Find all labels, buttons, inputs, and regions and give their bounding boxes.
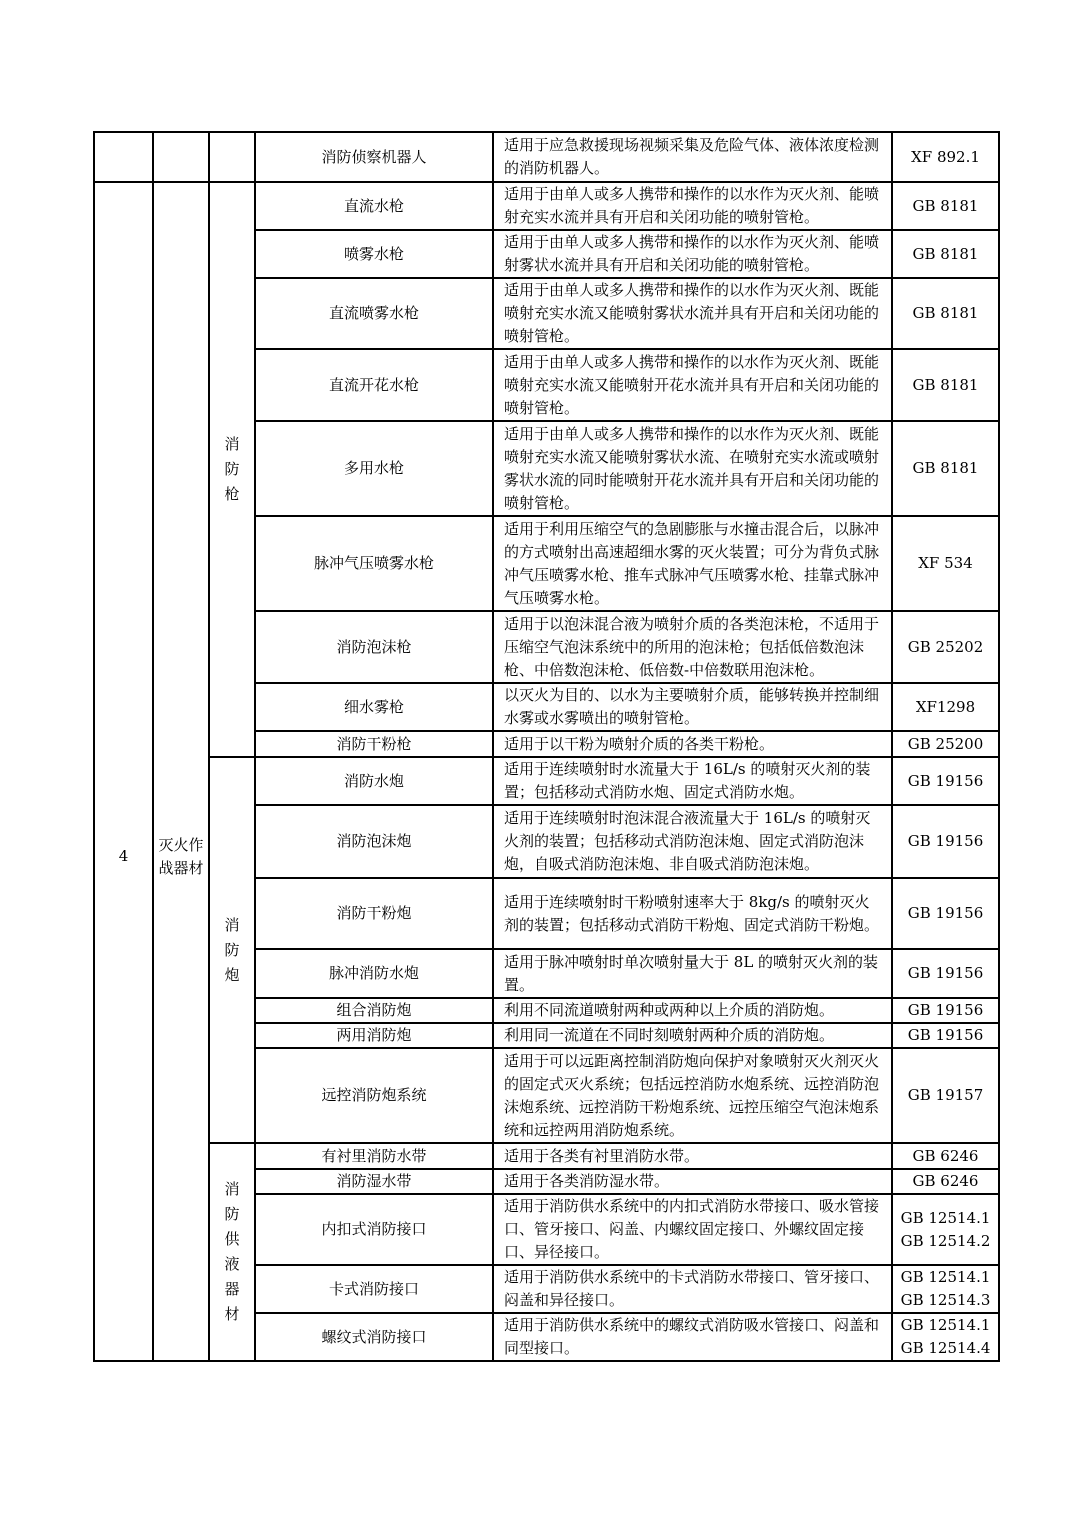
product-name: 喷雾水枪 xyxy=(255,230,493,278)
subcategory-label: 消防炮 xyxy=(224,915,240,984)
standard-code xyxy=(892,949,999,998)
product-description: 适用于脉冲喷射时单次喷射量大于 8L 的喷射灭火剂的装置。 xyxy=(493,949,892,998)
product-name: 组合消防炮 xyxy=(255,998,493,1023)
standard-line: GB 8181 xyxy=(912,244,979,263)
subcategory-cell xyxy=(209,132,255,182)
table-body xyxy=(94,132,999,1361)
standard-line: GB 8181 xyxy=(912,304,979,322)
product-description: 适用于由单人或多人携带和操作的以水作为灭火剂、能喷射雾状水流并具有开启和关闭功能的喷射管枪。 xyxy=(493,230,892,278)
product-description: 适用于由单人或多人携带和操作的以水作为灭火剂、既能喷射充实水流又能喷射雾状水流、在喷射充实水流或喷射雾状水流的同时能喷射开花水流并具有开启和关闭功能的喷射管枪。 xyxy=(493,421,892,516)
product-name: 有衬里消防水带 xyxy=(255,1143,493,1169)
standard-code xyxy=(892,182,999,230)
standard-code xyxy=(892,230,999,278)
standard-line: GB 12514.1 xyxy=(900,1268,991,1286)
product-name: 消防水炮 xyxy=(255,757,493,805)
product-name: 消防泡沫炮 xyxy=(255,805,493,878)
standard-line: GB 19156 xyxy=(907,964,984,982)
product-description: 适用于消防供水系统中的内扣式消防水带接口、吸水管接口、管牙接口、闷盖、内螺纹固定接口、外螺纹固定接口、异径接口。 xyxy=(493,1194,892,1265)
product-name: 脉冲气压喷雾水枪 xyxy=(255,516,493,611)
category-cell xyxy=(153,132,209,182)
product-name: 消防侦察机器人 xyxy=(255,132,493,182)
subcategory-cell xyxy=(209,757,255,1143)
standard-code xyxy=(892,278,999,349)
product-name: 直流水枪 xyxy=(255,182,493,230)
standard-line: XF1298 xyxy=(915,697,976,716)
standard-code xyxy=(892,1194,999,1265)
standard-code xyxy=(892,805,999,878)
product-name: 远控消防炮系统 xyxy=(255,1048,493,1143)
standard-line: GB 19156 xyxy=(907,771,984,790)
standard-code xyxy=(892,1169,999,1194)
table-row xyxy=(94,757,999,805)
standard-code xyxy=(892,1143,999,1169)
table-row xyxy=(94,182,999,230)
standard-line: GB 19156 xyxy=(907,1001,984,1019)
standard-line: GB 8181 xyxy=(912,375,979,394)
subcategory-label: 消防枪 xyxy=(224,435,240,503)
standard-line: GB 8181 xyxy=(912,196,979,215)
standard-line: GB 19156 xyxy=(907,832,984,850)
product-description: 适用于连续喷射时泡沫混合液流量大于 16L/s 的喷射灭火剂的装置；包括移动式消防泡沫炮、固定式消防泡沫炮，自吸式消防泡沫炮、非自吸式消防泡沫炮。 xyxy=(493,805,892,878)
standard-line: XF 892.1 xyxy=(911,147,980,166)
standards-table xyxy=(93,131,1000,1362)
standard-code xyxy=(892,516,999,611)
row-number: 4 xyxy=(94,182,153,1361)
product-description: 适用于可以远距离控制消防炮向保护对象喷射灭火剂灭火的固定式灭火系统；包括远控消防水炮系统、远控消防泡沫炮系统、远控消防干粉炮系统、远控压缩空气泡沫炮系统和远控两用消防炮系统。 xyxy=(493,1048,892,1143)
product-description: 适用于由单人或多人携带和操作的以水作为灭火剂、既能喷射充实水流又能喷射雾状水流并具有开启和关闭功能的喷射管枪。 xyxy=(493,278,892,349)
product-name: 螺纹式消防接口 xyxy=(255,1313,493,1361)
standard-code xyxy=(892,1265,999,1313)
product-description: 适用于由单人或多人携带和操作的以水作为灭火剂、能喷射充实水流并具有开启和关闭功能的喷射管枪。 xyxy=(493,182,892,230)
product-name: 细水雾枪 xyxy=(255,683,493,731)
standard-line: GB 25200 xyxy=(907,734,984,753)
standard-code xyxy=(892,1048,999,1143)
standard-code xyxy=(892,1023,999,1048)
standard-line: GB 6246 xyxy=(912,1146,979,1165)
standard-code xyxy=(892,421,999,516)
standard-line: GB 12514.2 xyxy=(900,1231,991,1250)
standard-line: GB 6246 xyxy=(912,1172,979,1190)
product-description: 适用于各类有衬里消防水带。 xyxy=(493,1143,892,1169)
table-row xyxy=(94,1143,999,1169)
product-description: 适用于连续喷射时水流量大于 16L/s 的喷射灭火剂的装置；包括移动式消防水炮、固定式消防水炮。 xyxy=(493,757,892,805)
product-name: 脉冲消防水炮 xyxy=(255,949,493,998)
standard-code xyxy=(892,683,999,731)
standard-code xyxy=(892,349,999,421)
table-row xyxy=(94,132,999,182)
subcategory-label: 消防供液器材 xyxy=(224,1180,240,1323)
product-description: 适用于连续喷射时干粉喷射速率大于 8kg/s 的喷射灭火剂的装置；包括移动式消防干粉炮、固定式消防干粉炮。 xyxy=(493,878,892,949)
product-name: 两用消防炮 xyxy=(255,1023,493,1048)
product-name: 消防干粉炮 xyxy=(255,878,493,949)
standard-line: GB 25202 xyxy=(907,637,984,656)
standard-line: GB 12514.4 xyxy=(900,1339,991,1357)
product-description: 适用于应急救援现场视频采集及危险气体、液体浓度检测的消防机器人。 xyxy=(493,132,892,182)
product-name: 消防泡沫枪 xyxy=(255,611,493,683)
product-name: 卡式消防接口 xyxy=(255,1265,493,1313)
standard-line: GB 19156 xyxy=(907,904,984,922)
product-description: 适用于以干粉为喷射介质的各类干粉枪。 xyxy=(493,731,892,757)
product-description: 适用于以泡沫混合液为喷射介质的各类泡沫枪，不适用于压缩空气泡沫系统中的所用的泡沫枪；包括低倍数泡沫枪、中倍数泡沫枪、低倍数-中倍数联用泡沫枪。 xyxy=(493,611,892,683)
standard-line: GB 12514.3 xyxy=(900,1291,991,1309)
product-name: 直流开花水枪 xyxy=(255,349,493,421)
product-description: 利用同一流道在不同时刻喷射两种介质的消防炮。 xyxy=(493,1023,892,1048)
product-description: 适用于利用压缩空气的急剧膨胀与水撞击混合后，以脉冲的方式喷射出高速超细水雾的灭火装置；可分为背负式脉冲气压喷雾水枪、推车式脉冲气压喷雾水枪、挂靠式脉冲气压喷雾水枪。 xyxy=(493,516,892,611)
subcategory-cell xyxy=(209,182,255,757)
standard-code xyxy=(892,757,999,805)
category-label: 灭火作战器材 xyxy=(153,182,209,1361)
product-description: 适用于各类消防湿水带。 xyxy=(493,1169,892,1194)
standard-code xyxy=(892,132,999,182)
row-number-cell xyxy=(94,132,153,182)
product-description: 适用于由单人或多人携带和操作的以水作为灭火剂、既能喷射充实水流又能喷射开花水流并具有开启和关闭功能的喷射管枪。 xyxy=(493,349,892,421)
product-description: 适用于消防供水系统中的螺纹式消防吸水管接口、闷盖和同型接口。 xyxy=(493,1313,892,1361)
standard-line: GB 8181 xyxy=(912,459,979,477)
product-name: 直流喷雾水枪 xyxy=(255,278,493,349)
standard-code xyxy=(892,611,999,683)
product-description: 以灭火为目的、以水为主要喷射介质，能够转换并控制细水雾或水雾喷出的喷射管枪。 xyxy=(493,683,892,731)
standard-line: GB 12514.1 xyxy=(900,1316,991,1334)
standard-line: GB 19156 xyxy=(907,1026,984,1044)
standard-code xyxy=(892,1313,999,1361)
subcategory-cell xyxy=(209,1143,255,1361)
product-name: 内扣式消防接口 xyxy=(255,1194,493,1265)
product-description: 适用于消防供水系统中的卡式消防水带接口、管牙接口、闷盖和异径接口。 xyxy=(493,1265,892,1313)
standard-line: XF 534 xyxy=(918,554,973,572)
standard-line: GB 12514.1 xyxy=(900,1208,991,1227)
standard-code xyxy=(892,731,999,757)
product-name: 消防湿水带 xyxy=(255,1169,493,1194)
standard-code xyxy=(892,998,999,1023)
standard-code xyxy=(892,878,999,949)
product-name: 多用水枪 xyxy=(255,421,493,516)
product-description: 利用不同流道喷射两种或两种以上介质的消防炮。 xyxy=(493,998,892,1023)
product-name: 消防干粉枪 xyxy=(255,731,493,757)
standard-line: GB 19157 xyxy=(907,1086,984,1104)
